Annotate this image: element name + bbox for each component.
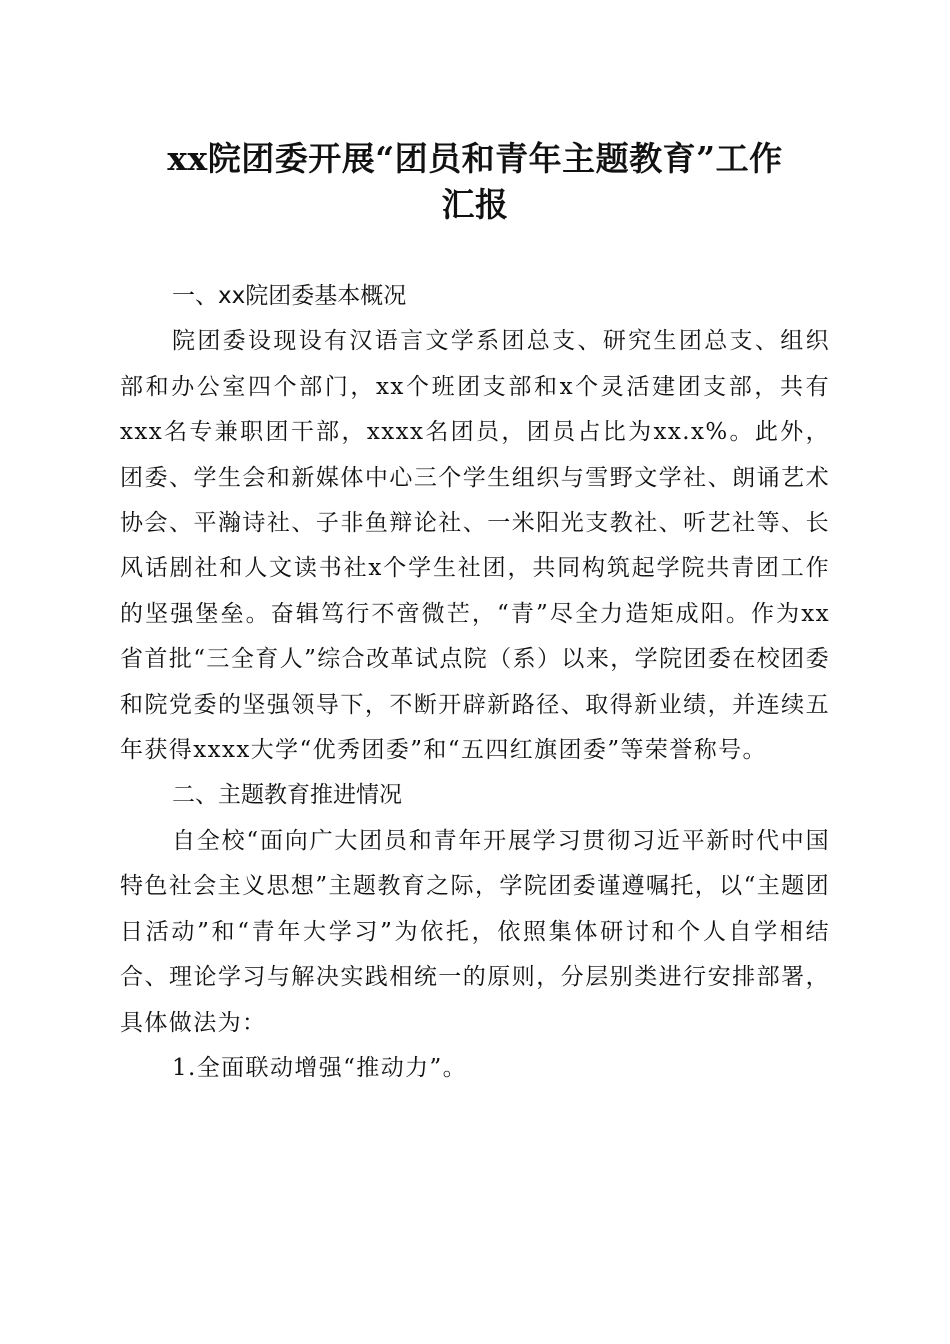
section-heading-overview: 一、xx院团委基本概况 bbox=[172, 283, 407, 309]
section-heading-progress: 二、主题教育推进情况 bbox=[172, 782, 402, 809]
document-body bbox=[120, 274, 830, 1091]
list-item-1: 1.全面联动增强“推动力”。 bbox=[172, 1054, 468, 1081]
document-title bbox=[100, 136, 850, 228]
section-paragraph-progress: 自全校“面向广大团员和青年开展学习贯彻习近平新时代中国特色社会主义思想”主题教育之际，学院团委谨遵嘱托，以“主题团日活动”和“青年大学习”为依托，依照集体研讨和个人自学相结合、理论学习与解决实践相统一的原则，分层别类进行安排部署，具体做法为： bbox=[120, 827, 830, 1036]
title-line-2: 汇报 bbox=[441, 185, 509, 224]
title-line-1: xx院团委开展“团员和青年主题教育”工作 bbox=[167, 139, 783, 178]
section-paragraph-overview: 院团委设现设有汉语言文学系团总支、研究生团总支、组织部和办公室四个部门，xx个班团支部和x个灵活建团支部，共有xxx名专兼职团干部，xxxx名团员，团员占比为xx.x%。此外，团委、学生会和新媒体中心三个学生组织与雪野文学社、朗诵艺术协会、平瀚诗社、子非鱼辩论社、一米阳光支教社、听艺社等、长风话剧社和人文读书社x个学生社团，共同构筑起学院共青团工作的坚强堡垒。奋辑笃行不啻微芒，“青”尽全力造矩成阳。作为xx省首批“三全育人”综合改革试点院（系）以来，学院团委在校团委和院党委的坚强领导下，不断开辟新路径、取得新业绩，并连续五年获得xxxx大学“优秀团委”和“五四红旗团委”等荣誉称号。 bbox=[120, 328, 830, 764]
